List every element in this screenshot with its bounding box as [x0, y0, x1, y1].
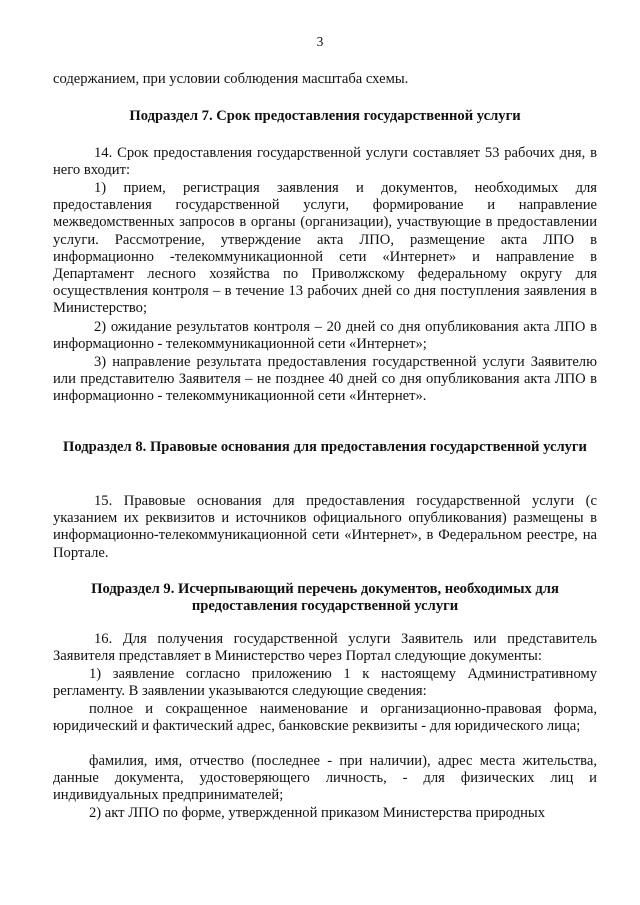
paragraph-16-item-2: 2) акт ЛПО по форме, утвержденной приказом Министерства природных [89, 805, 546, 821]
paragraph-15: 15. Правовые основания для предоставления государственной услуги (с указанием их реквизитов и источников официального опубликования) размещены в информационно-телекоммуникационной сети «Интернет», в Федеральном реестре, на Портале. [53, 493, 597, 561]
paragraph-16-item-1: 1) заявление согласно приложению 1 к настоящему Административному регламенту. В заявлении указываются следующие сведения: [53, 666, 597, 700]
paragraph-16-legal-entity: полное и сокращенное наименование и организационно-правовая форма, юридический и фактический адрес, банковские реквизиты - для юридического лица; [53, 701, 597, 735]
paragraph-14-item-3: 3) направление результата предоставления государственной услуги Заявителю или представителю Заявителя – не позднее 40 дней со дня опубликования акта ЛПО в информационно - телекоммуникационной сети «Интернет». [53, 354, 597, 405]
paragraph-16-individual: фамилия, имя, отчество (последнее - при наличии), адрес места жительства, данные документа, удостоверяющего личность, - для физических лиц и индивидуальных предпринимателей; [53, 753, 597, 804]
subsection-7-title: Подраздел 7. Срок предоставления государственной услуги [129, 108, 521, 124]
page-number: 3 [316, 34, 324, 49]
paragraph-14-item-2: 2) ожидание результатов контроля – 20 дней со дня опубликования акта ЛПО в информационно - телекоммуникационной сети «Интернет»; [53, 319, 597, 353]
paragraph-14-item-1: 1) прием, регистрация заявления и документов, необходимых для предоставления государственной услуги, формирование и направление межведомственных запросов в органы (организации), участвующие в предоставлении услуги. Рассмотрение, утверждение акта ЛПО, размещение акта ЛПО в информационно -телекоммуникационной сети «Интернет» и направление в Департамент лесного хозяйства по Приволжскому федеральному округу для осуществления контроля – в течение 13 рабочих дней со дня поступления заявления в Министерство; [53, 180, 597, 317]
intro-line: содержанием, при условии соблюдения масштаба схемы. [53, 71, 409, 87]
paragraph-14: 14. Срок предоставления государственной услуги составляет 53 рабочих дня, в него входит: [53, 145, 597, 179]
paragraph-16: 16. Для получения государственной услуги Заявитель или представитель Заявителя представляет в Министерство через Портал следующие документы: [53, 631, 597, 665]
subsection-8-title: Подраздел 8. Правовые основания для предоставления государственной услуги [63, 439, 587, 455]
subsection-9-title: Подраздел 9. Исчерпывающий перечень документов, необходимых для предоставления государственной услуги [91, 581, 559, 615]
